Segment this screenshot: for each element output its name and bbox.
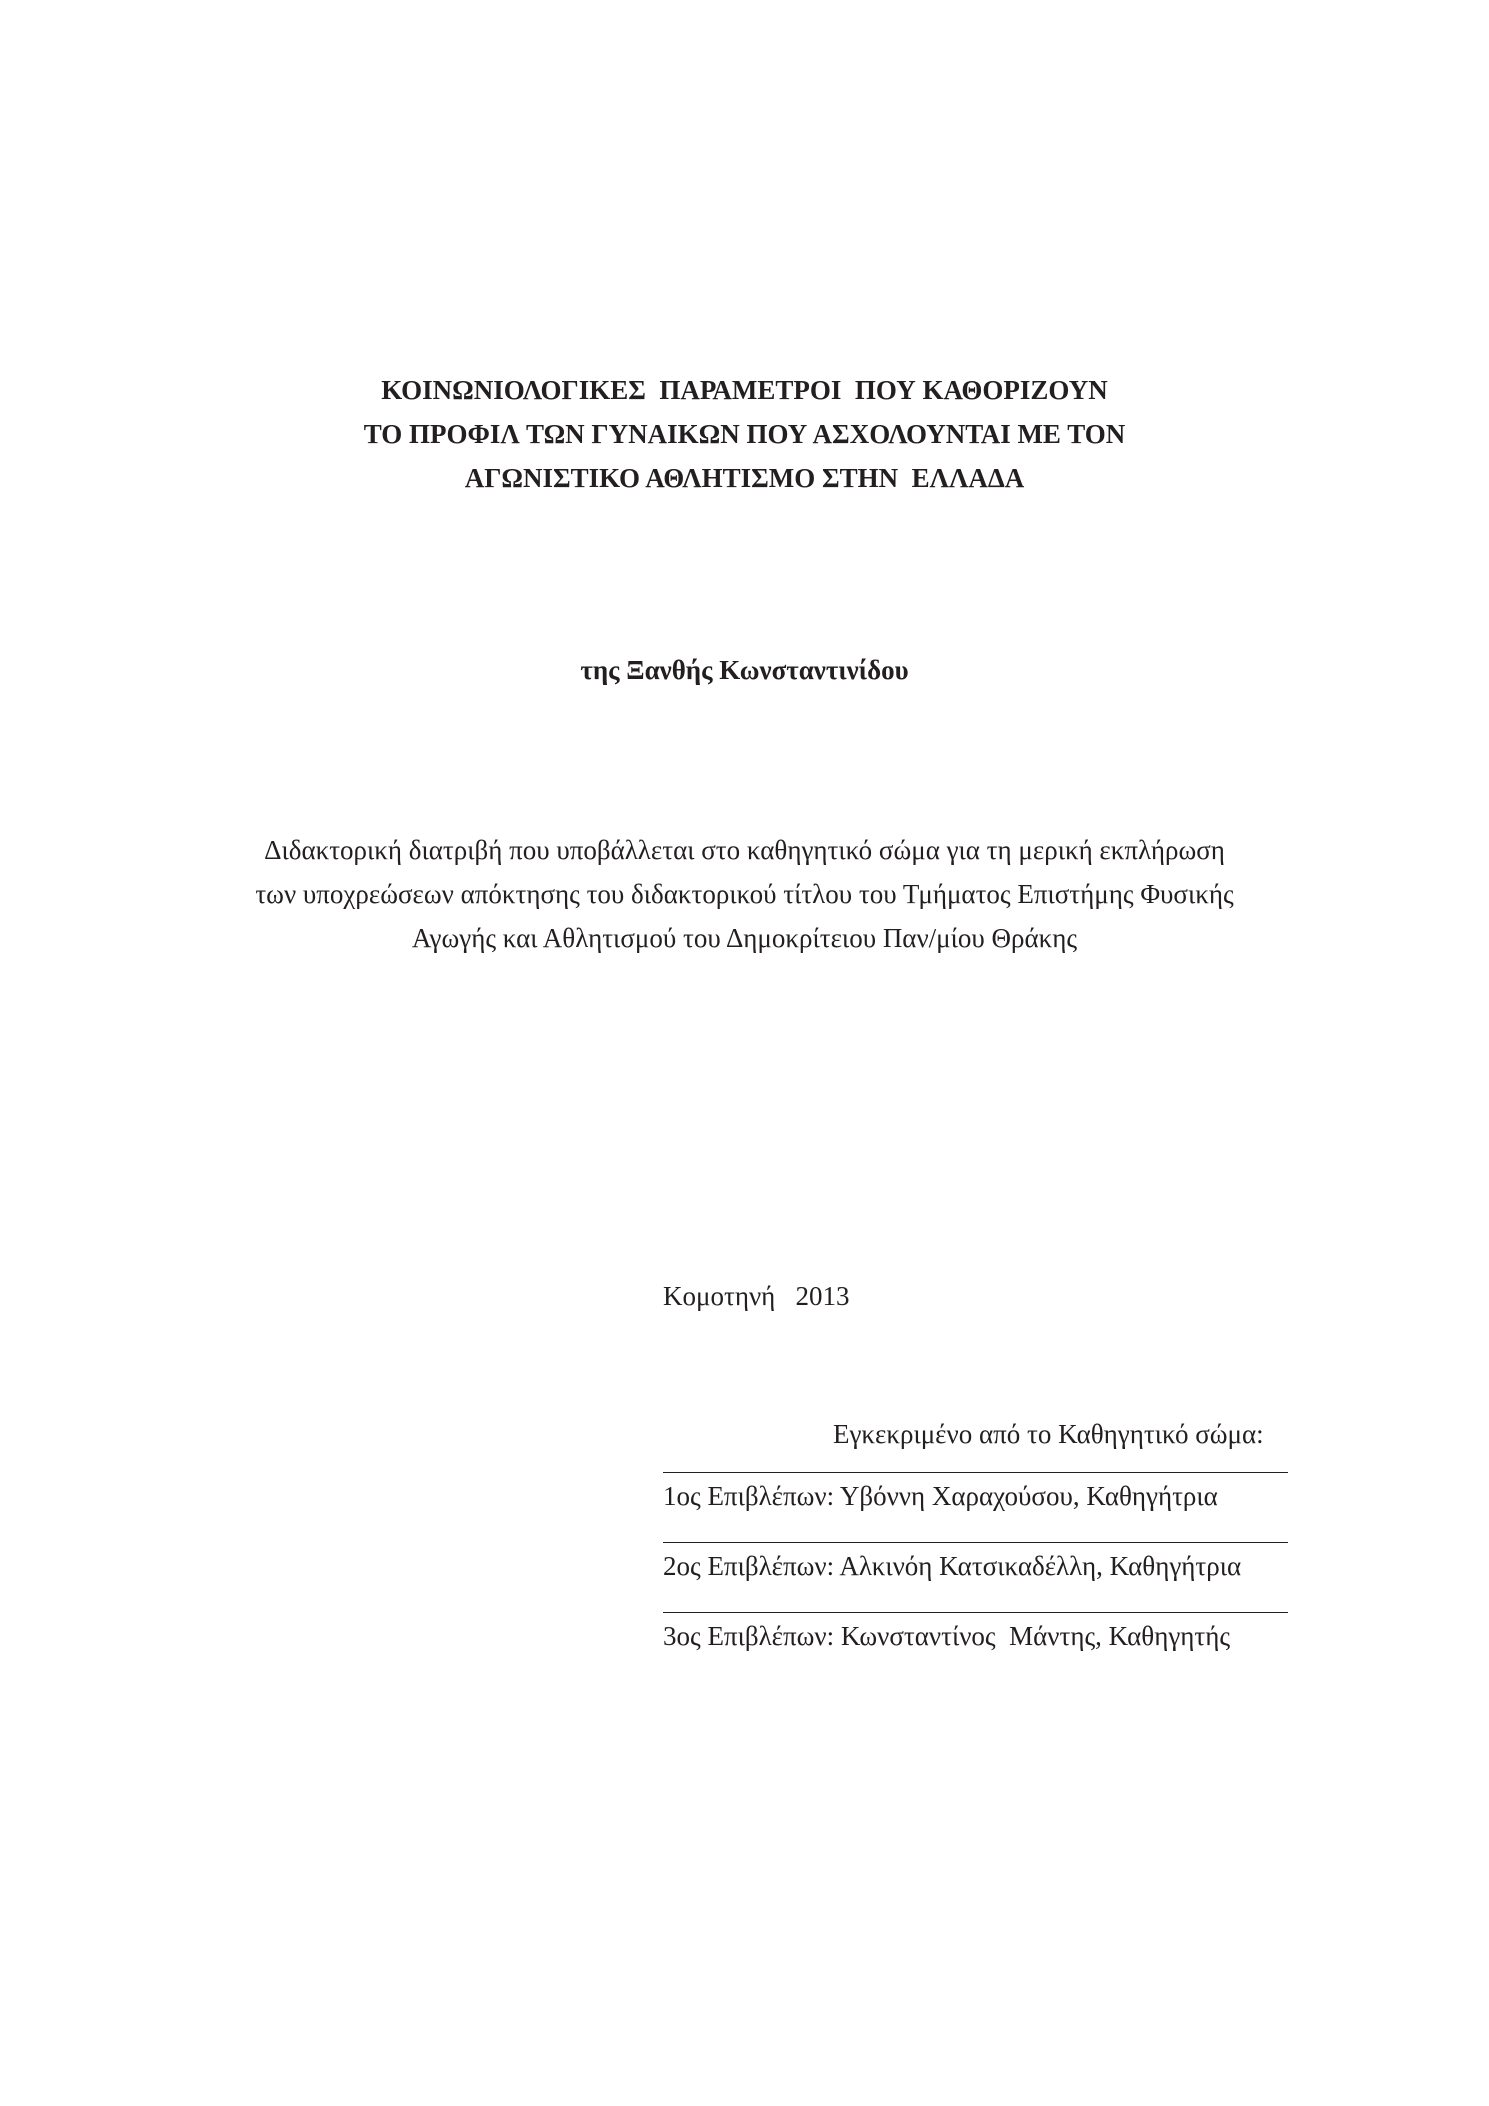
author-name: της Ξανθής Κωνσταντινίδου — [580, 655, 909, 685]
committee-list — [663, 1472, 1313, 1682]
signature-line — [663, 1472, 1288, 1473]
description-line: Διδακτορική διατριβή που υποβάλλεται στο καθηγητικό σώμα για τη μερική εκπλήρωση — [264, 835, 1225, 865]
place-and-year: Κομοτηνή 2013 — [663, 1281, 850, 1311]
committee-member-text: 2ος Επιβλέπων: Αλκινόη Κατσικαδέλλη, Καθηγήτρια — [663, 1551, 1242, 1581]
signature-line — [663, 1542, 1288, 1543]
committee-member — [663, 1612, 1313, 1682]
title-line: ΑΓΩΝΙΣΤΙΚΟ ΑΘΛΗΤΙΣΜΟ ΣΤΗΝ ΕΛΛΑΔΑ — [464, 463, 1025, 493]
approval-heading: Εγκεκριμένο από το Καθηγητικό σώμα: — [833, 1419, 1264, 1449]
description-line: των υποχρεώσεων απόκτησης του διδακτορικού τίτλου του Τμήματος Επιστήμης Φυσικής — [255, 879, 1234, 909]
title-line: ΚΟΙΝΩΝΙΟΛΟΓΙΚΕΣ ΠΑΡΑΜΕΤΡΟΙ ΠΟΥ ΚΑΘΟΡΙΖΟΥΝ — [381, 375, 1108, 405]
signature-line — [663, 1612, 1288, 1613]
thesis-description — [0, 828, 1489, 960]
committee-member-text: 3ος Επιβλέπων: Κωνσταντίνος Μάντης, Καθηγητής — [663, 1621, 1231, 1651]
committee-member — [663, 1472, 1313, 1542]
committee-member — [663, 1542, 1313, 1612]
title-line: ΤΟ ΠΡΟΦΙΛ ΤΩΝ ΓΥΝΑΙΚΩΝ ΠΟΥ ΑΣΧΟΛΟΥΝΤΑΙ ΜΕ ΤΟΝ — [363, 419, 1126, 449]
description-line: Αγωγής και Αθλητισμού του Δημοκρίτειου Παν/μίου Θράκης — [411, 923, 1078, 953]
committee-member-text: 1ος Επιβλέπων: Υβόννη Χαραχούσου, Καθηγήτρια — [663, 1481, 1218, 1511]
thesis-title — [0, 368, 1489, 500]
